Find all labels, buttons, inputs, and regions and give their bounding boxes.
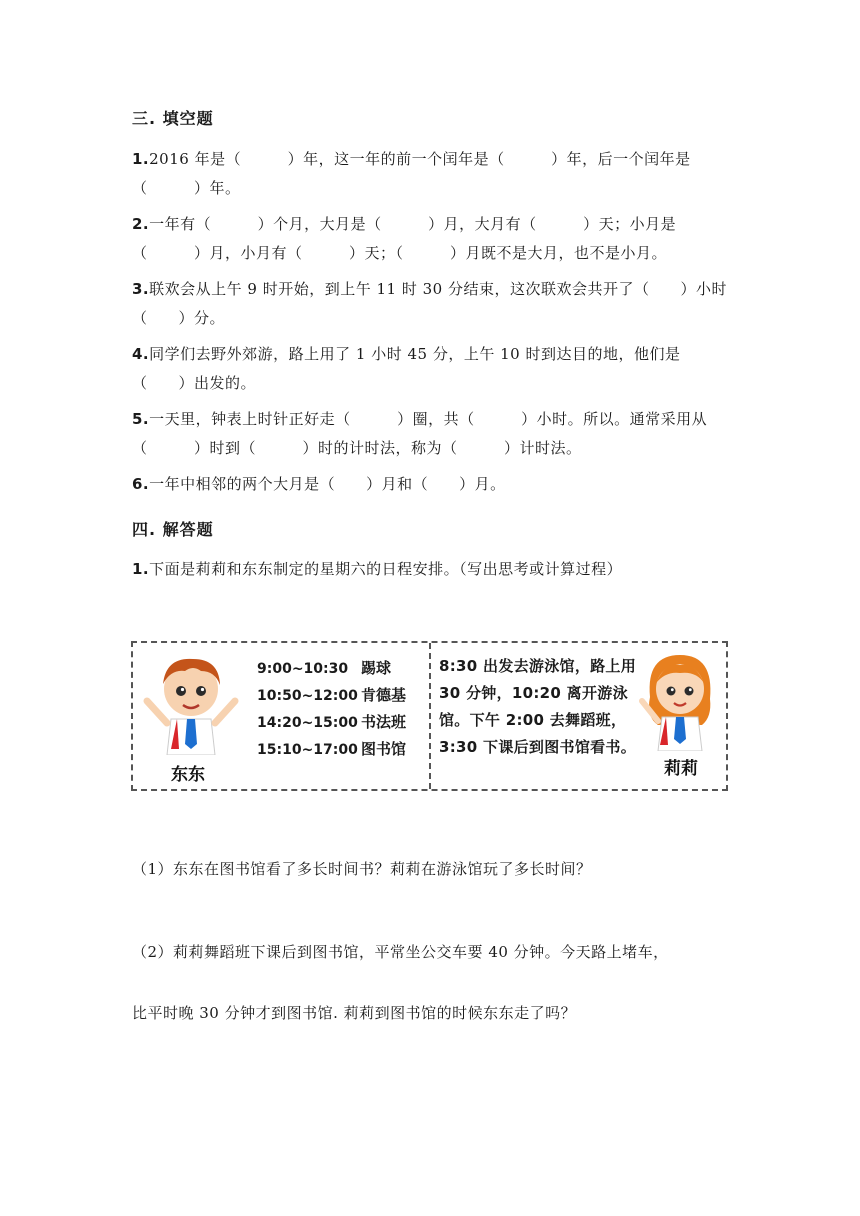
schedule-activity: 肯德基 [361,686,407,704]
question-6 [132,470,732,499]
question-number: 2. [132,215,150,233]
question-3 [132,275,732,333]
lili-schedule [429,643,728,789]
schedule-time: 9:00~10:30 [257,661,349,677]
question-number: 5. [132,410,150,428]
schedule-time: 15:10~17:00 [257,742,358,758]
schedule-row [257,709,406,736]
dongdong-schedule [133,643,429,789]
question-number: 1. [132,560,150,578]
question-2 [132,210,732,268]
schedule-row [257,655,406,682]
sub-question-2-line1: （2）莉莉舞蹈班下课后到图书馆，平常坐公交车要 40 分钟。今天路上堵车， [132,943,669,961]
question-text: 下面是莉莉和东东制定的星期六的日程安排。（写出思考或计算过程） [149,560,623,578]
section-title-answer: 四. 解答题 [132,520,214,539]
question-number: 4. [132,345,150,363]
question-4 [132,340,732,398]
lili-name: 莉莉 [664,759,698,779]
question-text: 一天里，钟表上时针正好走（ ）圈，共（ ）小时。所以。通常采用从（ ）时到（ ）时的计时法，称为（ ）计时法。 [132,410,708,457]
girl-character-icon [636,647,722,751]
dongdong-rows [257,655,406,763]
schedule-activity: 图书馆 [361,740,407,758]
question-text: 一年中相邻的两个大月是（ ）月和（ ）月。 [149,475,506,493]
lili-plan: 8:30 出发去游泳馆，路上用 30 分钟，10:20 离开游泳馆。下午 2:00 去舞蹈班，3:30 下课后到图书馆看书。 [439,657,637,756]
question-text: 同学们去野外郊游，路上用了 1 小时 45 分，上午 10 时到达目的地，他们是（ ）出发的。 [132,345,681,392]
sub-question-1: （1）东东在图书馆看了多长时间书？莉莉在游泳馆玩了多长时间？ [132,860,592,878]
schedule-activity: 踢球 [361,659,392,677]
question-number: 3. [132,280,150,298]
section-title-fill-blank: 三. 填空题 [132,109,214,128]
sub-question-2-line2: 比平时晚 30 分钟才到图书馆. 莉莉到图书馆的时候东东走了吗？ [132,1004,577,1022]
boy-character-icon [141,649,241,755]
schedule-time: 10:50~12:00 [257,688,358,704]
question-text: 联欢会从上午 9 时开始，到上午 11 时 30 分结束，这次联欢会共开了（ ）小时（ ）分。 [132,280,727,327]
question-1 [132,145,732,203]
answer-question-1 [132,555,732,584]
schedule-image [131,641,728,791]
schedule-row [257,736,406,763]
schedule-activity: 书法班 [361,713,407,731]
schedule-time: 14:20~15:00 [257,715,358,731]
question-text: 2016 年是（ ）年，这一年的前一个闰年是（ ）年，后一个闰年是（ ）年。 [132,150,691,197]
schedule-row [257,682,406,709]
question-number: 6. [132,475,150,493]
question-5 [132,405,732,463]
question-text: 一年有（ ）个月，大月是（ ）月，大月有（ ）天；小月是（ ）月，小月有（ ）天；（ ）月既不是大月，也不是小月。 [132,215,677,262]
dongdong-name: 东东 [171,765,205,785]
question-number: 1. [132,150,150,168]
